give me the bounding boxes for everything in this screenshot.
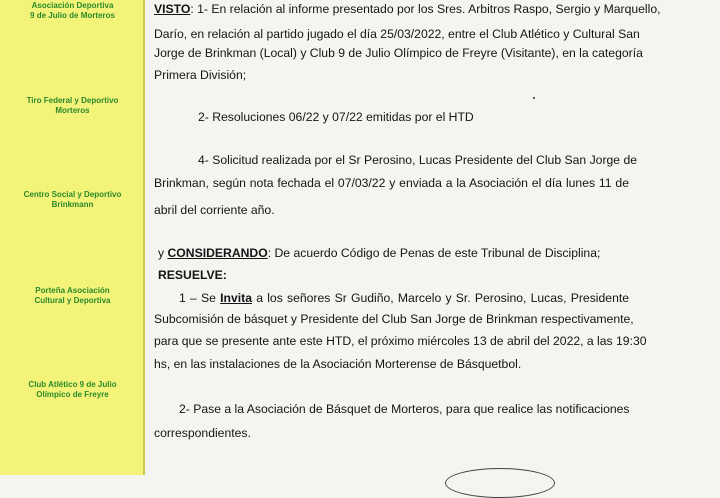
club-tiro-federal [0,96,145,116]
club-name-line: 9 de Julio de Morteros [30,11,115,20]
resuelve-label: RESUELVE: [158,268,227,282]
club-name-line: Brinkmann [51,200,94,209]
club-name-line: Morteros [55,106,90,115]
club-name-line: Asociación Deportiva [31,1,114,10]
visto-label: VISTO [154,2,191,16]
visto-text: : 1- En relación al informe presentado por los Sres. Arbitros Raspo, Sergio y Marquello, [190,2,661,16]
considerando-text: : De acuerdo Código de Penas de este Tribunal de Disciplina; [267,246,601,260]
club-name-line: Centro Social y Deportivo [23,190,122,199]
resuelve-item-2-line-2: correspondientes. [154,426,251,440]
visto-line-2: Darío, en relación al partido jugado el día 25/03/2022, entre el Club Atlético y Cultural San [154,27,640,41]
letterhead-sidebar [0,0,145,475]
club-name-line: Olímpico de Freyre [36,390,109,399]
club-name-line: Club Atlético 9 de Julio [28,380,117,389]
considerando-label: CONSIDERANDO [167,246,268,260]
visto-line-3: Jorge de Brinkman (Local) y Club 9 de Julio Olímpico de Freyre (Visitante), en la categoría [154,46,643,60]
stamp-seal-edge [445,468,555,498]
visto-line-1 [154,2,661,16]
club-portena [0,286,145,306]
ink-speck [533,97,535,99]
document-body [145,0,720,475]
visto-item-4-line-3: abril del corriente año. [154,203,275,217]
resuelve-item-1-line-2: Subcomisión de básquet y Presidente del Club San Jorge de Brinkman respectivamente, [154,312,634,326]
resuelve-item-1-line-3: para que se presente ante este HTD, el próximo miércoles 13 de abril del 2022, a las 19:30 [154,334,647,348]
r1-rest: a los señores Sr Gudiño, Marcelo y Sr. Perosino, Lucas, Presidente [251,291,630,305]
resuelve-item-1-line-1 [179,291,629,305]
club-name-line: Porteña Asociación [35,286,110,295]
considerando-prefix: y [158,246,168,260]
visto-line-4: Primera División; [154,68,247,82]
visto-item-4-line-1: 4- Solicitud realizada por el Sr Perosino, Lucas Presidente del Club San Jorge de [198,153,637,167]
r1-invita: Invita [220,291,252,305]
club-centro-social [0,190,145,210]
club-name-line: Cultural y Deportiva [34,296,111,305]
club-atletico-9-julio [0,380,145,400]
resuelve-item-2-line-1: 2- Pase a la Asociación de Básquet de Morteros, para que realice las notificaciones [179,402,630,416]
visto-item-2: 2- Resoluciones 06/22 y 07/22 emitidas por el HTD [198,110,474,124]
resuelve-item-1-line-4: hs, en las instalaciones de la Asociación Morterense de Básquetbol. [154,357,522,371]
visto-item-4-line-2: Brinkman, según nota fechada el 07/03/22 y enviada a la Asociación el día lunes 11 de [154,176,629,190]
club-asociacion-deportiva [0,1,145,21]
club-name-line: Tiro Federal y Deportivo [26,96,119,105]
considerando-line [158,246,600,260]
r1-prefix: 1 – Se [179,291,221,305]
